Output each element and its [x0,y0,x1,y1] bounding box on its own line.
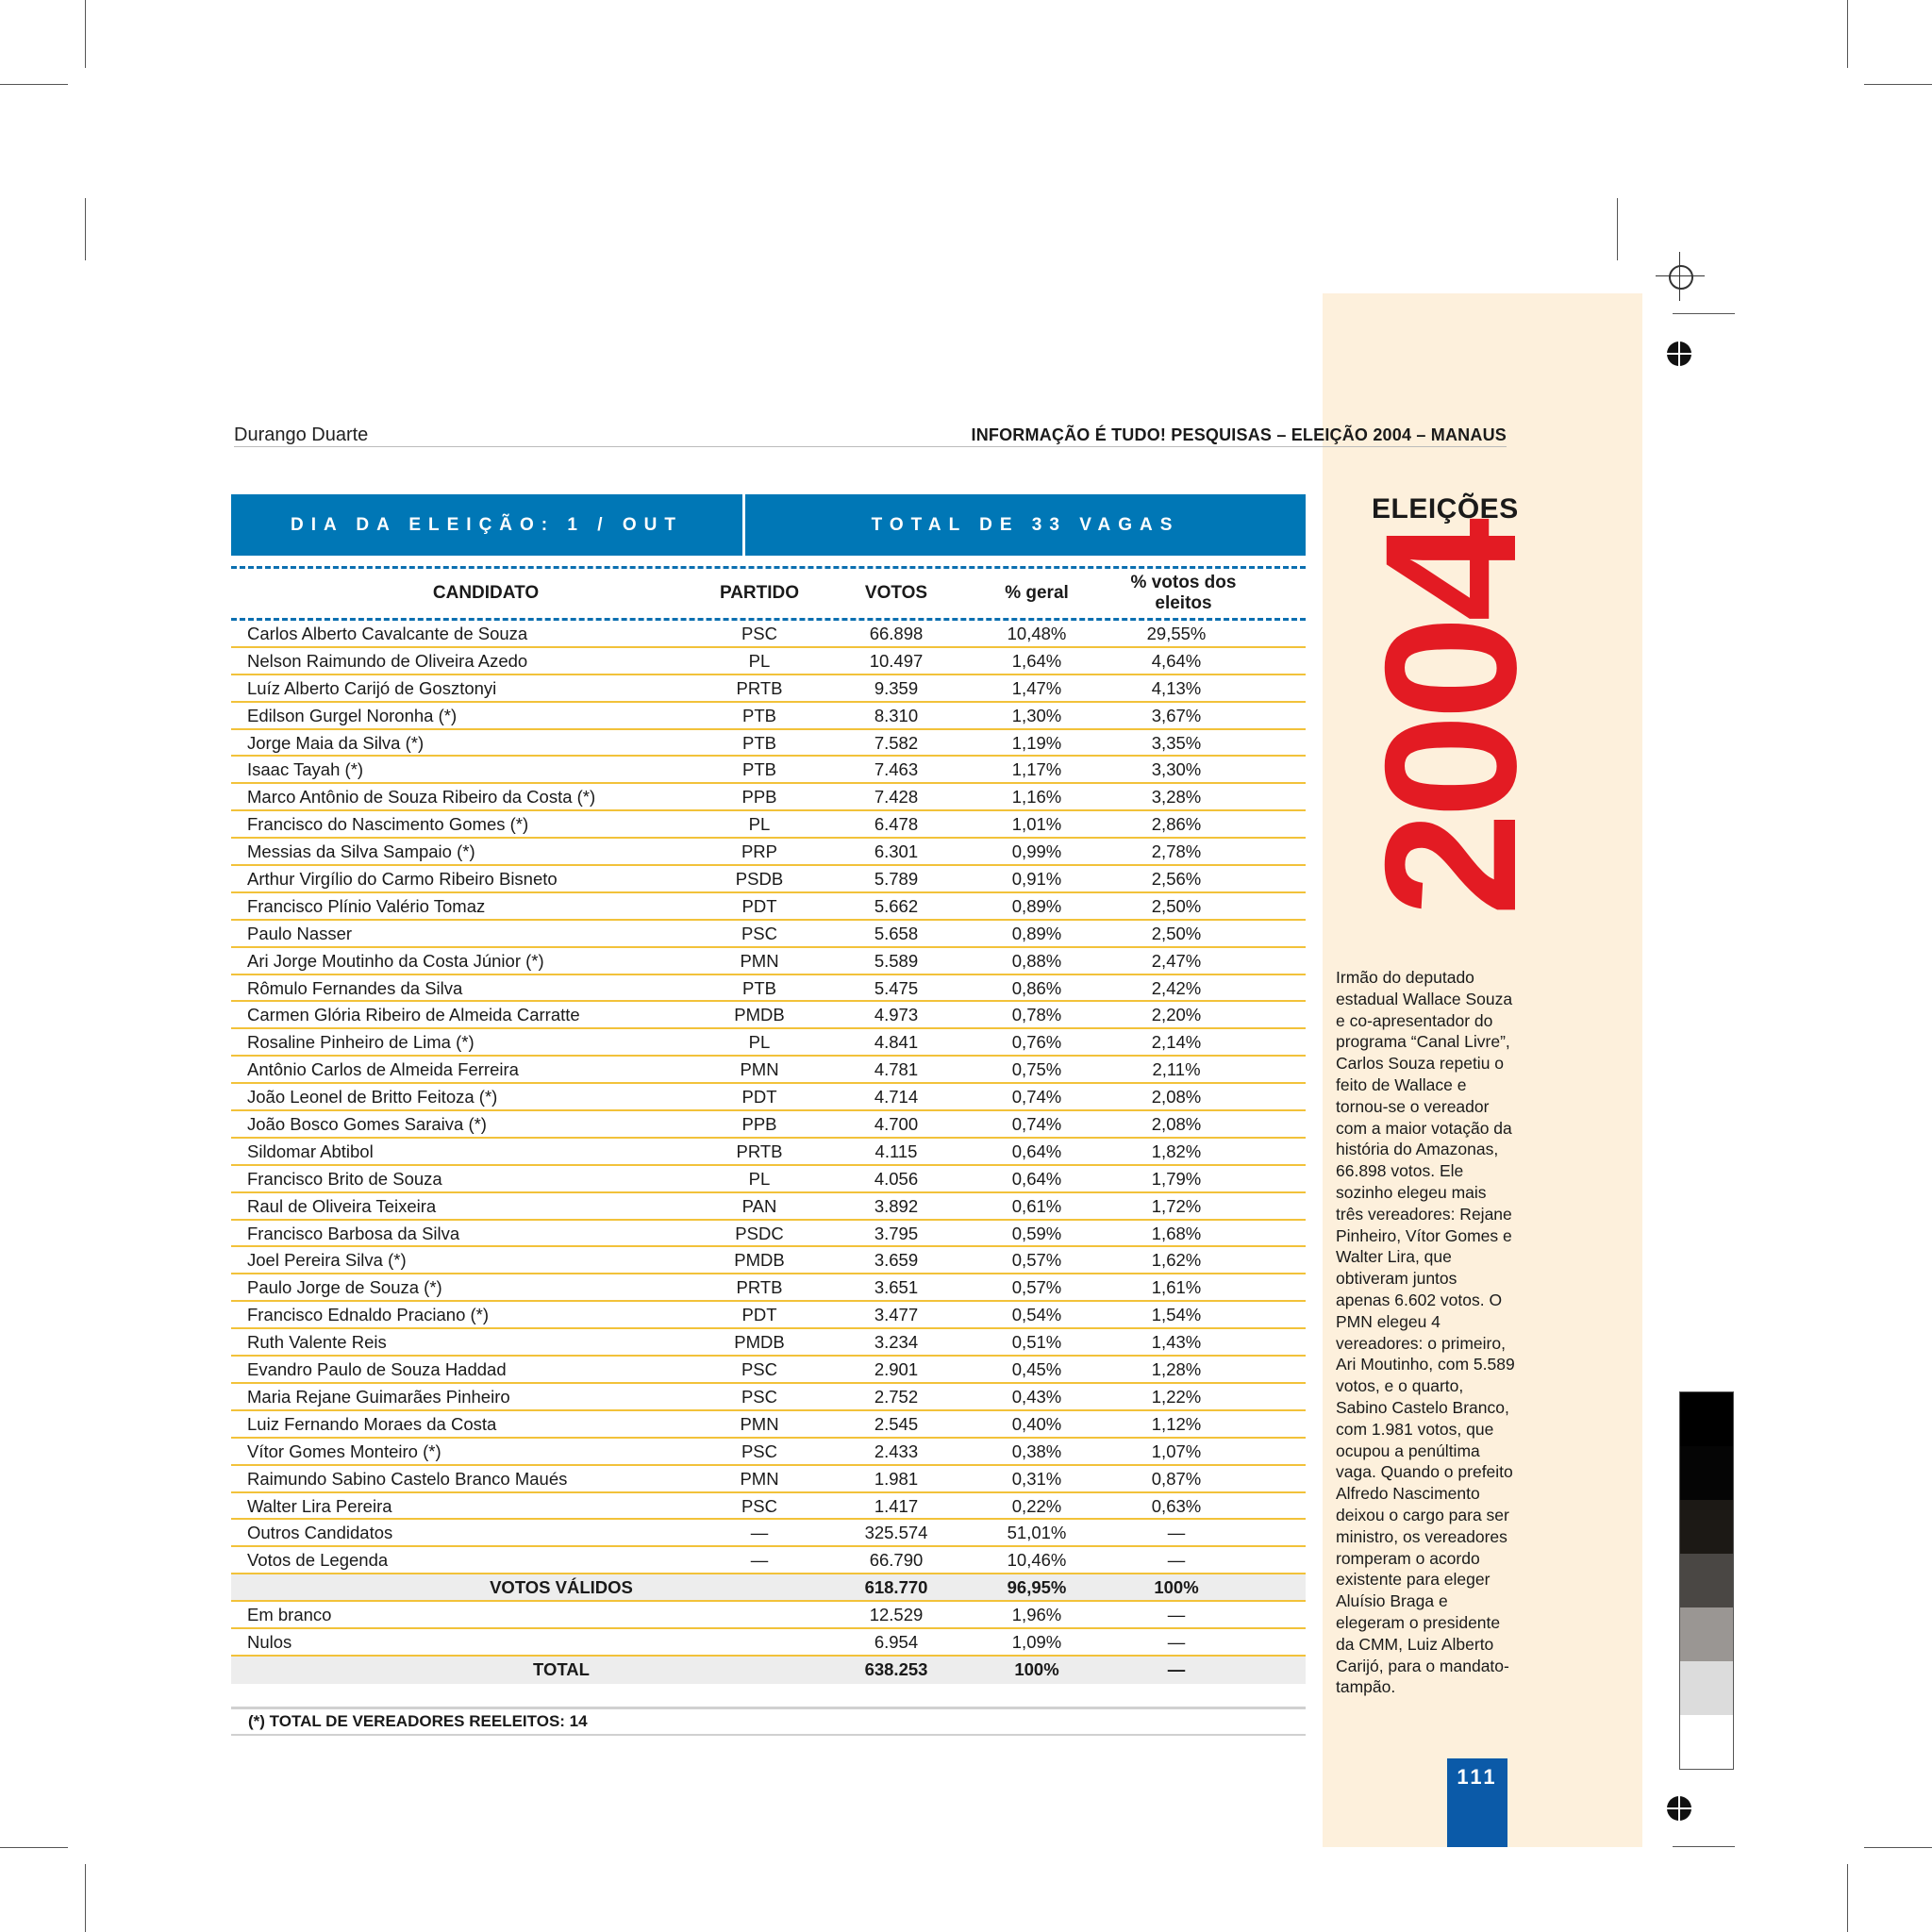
row-general-pct: 0,99% [1011,841,1062,862]
row-elected-pct: 1,68% [1151,1223,1202,1243]
row-elected-pct: 1,12% [1151,1413,1202,1434]
row-candidate: Rosaline Pinheiro de Lima (*) [247,1032,475,1053]
row-votes: 3.892 [874,1195,919,1216]
row-votes: 4.700 [874,1114,919,1135]
row-party: PDT [741,895,777,916]
row-votes: 7.428 [874,787,919,808]
table-row [231,893,1306,921]
row-general-pct: 0,89% [1011,923,1062,943]
row-party: PL [748,814,771,835]
row-party: PSC [741,1359,778,1380]
valid-votes-row [231,1574,1306,1602]
table-row [231,703,1306,730]
header-rule [234,446,1507,447]
crop-mark [85,198,86,260]
color-swatch [1680,1446,1733,1500]
row-elected-pct: 2,86% [1151,814,1202,835]
table-row [231,1329,1306,1357]
row-party: PL [748,1168,771,1189]
row-votes: 1.981 [874,1468,919,1489]
row-elected-pct: 0,63% [1151,1495,1202,1516]
sidebar-heading: ELEIÇÕES [1372,493,1519,525]
row-party: PTB [742,705,776,725]
row-general-pct: 0,86% [1011,977,1062,998]
row-votes: 1.417 [874,1495,919,1516]
row-votes: 5.589 [874,950,919,971]
row-elected-pct: 1,28% [1151,1359,1202,1380]
row-general-pct: 0,45% [1011,1359,1062,1380]
row-elected-pct: 2,56% [1151,869,1202,890]
table-body [231,621,1306,1574]
row-general-pct: 0,54% [1011,1305,1062,1325]
row-party: PSC [741,1495,778,1516]
table-row [231,811,1306,839]
row-party: PPB [741,1114,777,1135]
table-row [231,948,1306,975]
row-general-pct: 0,38% [1011,1441,1062,1461]
row-candidate: Walter Lira Pereira [247,1495,392,1516]
row-candidate: Edilson Gurgel Noronha (*) [247,705,458,725]
row-elected-pct: 1,79% [1151,1168,1202,1189]
row-votes: 2.433 [874,1441,919,1461]
row-general-pct: 0,78% [1011,1005,1062,1025]
color-bar [1679,1391,1734,1770]
row-general-pct: 1,17% [1011,759,1062,780]
row-candidate: Francisco Brito de Souza [247,1168,442,1189]
table-row [231,1111,1306,1139]
row-candidate: Evandro Paulo de Souza Haddad [247,1359,507,1380]
row-party: PSC [741,624,778,643]
crop-mark [1617,198,1618,260]
table-header [231,566,1306,621]
row-votes: 4.115 [874,1141,918,1161]
row-elected-pct: 4,64% [1151,650,1202,671]
row-party: PMN [740,950,779,971]
row-votes: 3.477 [874,1305,919,1325]
row-general-pct: 10,48% [1007,624,1067,643]
author-name: Durango Duarte [234,425,369,445]
row-label: TOTAL [533,1658,590,1679]
row-general-pct: 100% [1014,1658,1059,1679]
row-votes: 10.497 [869,650,924,671]
row-general-pct: 0,31% [1011,1468,1062,1489]
crop-mark [1847,1864,1848,1932]
row-candidate: Raul de Oliveira Teixeira [247,1195,437,1216]
row-votes: 4.781 [874,1059,919,1080]
row-general-pct: 1,16% [1011,787,1062,808]
row-general-pct: 0,64% [1011,1168,1062,1189]
row-party: PL [748,1032,771,1053]
row-votes: 2.901 [874,1359,919,1380]
publication-title: INFORMAÇÃO É TUDO! PESQUISAS – ELEIÇÃO 2004 – MANAUS [971,425,1507,444]
row-candidate: Outros Candidatos [247,1523,393,1543]
row-votes: 3.234 [874,1332,919,1353]
row-candidate: Jorge Maia da Silva (*) [247,732,425,753]
row-elected-pct: 2,47% [1151,950,1202,971]
blank-votes-row [231,1602,1306,1629]
row-general-pct: 0,43% [1011,1386,1062,1407]
row-votes: 5.662 [874,895,919,916]
table-row [231,1384,1306,1411]
row-general-pct: 1,19% [1011,732,1062,753]
row-votes: 5.475 [874,977,919,998]
row-candidate: Votos de Legenda [247,1550,389,1571]
row-elected-pct: 1,54% [1151,1305,1202,1325]
row-party: PMN [740,1059,779,1080]
row-candidate: Rômulo Fernandes da Silva [247,977,463,998]
row-elected-pct: 2,50% [1151,923,1202,943]
row-candidate: Carmen Glória Ribeiro de Almeida Carratte [247,1005,580,1025]
table-row [231,784,1306,811]
crop-mark [1673,1846,1735,1847]
row-candidate: Francisco Plínio Valério Tomaz [247,895,486,916]
row-elected-pct: 1,43% [1151,1332,1202,1353]
column-header-general-pct: % geral [1005,583,1069,603]
results-table [231,566,1306,1684]
row-elected-pct: 3,67% [1151,705,1202,725]
table-row [231,1057,1306,1084]
table-row [231,1357,1306,1384]
row-party: PL [748,650,771,671]
row-elected-pct: 3,28% [1151,787,1202,808]
sidebar-year [1346,523,1555,917]
row-elected-pct: — [1167,1550,1186,1571]
row-votes: 6.301 [874,841,919,862]
row-elected-pct: — [1167,1605,1186,1625]
row-party: PDT [741,1305,777,1325]
table-row [231,757,1306,784]
row-elected-pct: — [1167,1658,1186,1679]
table-row [231,1302,1306,1329]
row-party: PTB [742,732,776,753]
row-candidate: Ruth Valente Reis [247,1332,387,1353]
row-general-pct: 1,01% [1011,814,1062,835]
row-party: PSC [741,1386,778,1407]
row-general-pct: 0,89% [1011,895,1062,916]
row-general-pct: 0,64% [1011,1141,1062,1161]
row-party: PTB [742,977,776,998]
table-row [231,1439,1306,1466]
row-candidate: João Leonel de Britto Feitoza (*) [247,1087,498,1108]
row-general-pct: 1,30% [1011,705,1062,725]
row-elected-pct: 1,82% [1151,1141,1202,1161]
row-elected-pct: 1,22% [1151,1386,1202,1407]
column-header-votes: VOTOS [864,583,928,603]
row-party: — [750,1523,769,1543]
row-votes: 4.973 [874,1005,919,1025]
row-party: PRP [741,841,778,862]
table-row [231,1493,1306,1521]
registration-dot [1667,1796,1691,1821]
row-party: — [750,1550,769,1571]
row-candidate: Nelson Raimundo de Oliveira Azedo [247,650,528,671]
table-row [231,1520,1306,1547]
row-general-pct: 0,51% [1011,1332,1062,1353]
row-general-pct: 1,64% [1011,650,1062,671]
color-swatch [1680,1554,1733,1607]
row-votes: 638.253 [864,1658,928,1679]
row-general-pct: 96,95% [1007,1577,1067,1598]
table-row [231,1139,1306,1166]
row-label: Em branco [247,1605,332,1625]
row-candidate: Messias da Silva Sampaio (*) [247,841,475,862]
row-elected-pct: 2,14% [1151,1032,1202,1053]
row-party: PRTB [736,1141,783,1161]
crop-mark [0,1847,68,1848]
row-general-pct: 0,74% [1011,1114,1062,1135]
row-party: PDT [741,1087,777,1108]
crop-mark [0,84,68,85]
table-row [231,1547,1306,1574]
color-swatch [1680,1661,1733,1715]
row-general-pct: 0,74% [1011,1087,1062,1108]
row-party: PRTB [736,677,783,698]
row-elected-pct: 2,50% [1151,895,1202,916]
row-candidate: Carlos Alberto Cavalcante de Souza [247,624,528,643]
election-date-banner: DIA DA ELEIÇÃO: 1 / OUT [231,494,742,556]
row-general-pct: 0,76% [1011,1032,1062,1053]
row-votes: 2.545 [874,1413,919,1434]
row-label: VOTOS VÁLIDOS [490,1577,633,1598]
row-votes: 4.056 [874,1168,919,1189]
row-party: PAN [741,1195,777,1216]
table-row [231,866,1306,893]
row-elected-pct: — [1167,1523,1186,1543]
table-row [231,1193,1306,1221]
row-candidate: Luíz Alberto Carijó de Gosztonyi [247,677,497,698]
table-row [231,1221,1306,1248]
row-votes: 2.752 [874,1386,919,1407]
table-row [231,1274,1306,1302]
row-party: PPB [741,787,777,808]
row-general-pct: 0,57% [1011,1277,1062,1298]
row-elected-pct: 2,42% [1151,977,1202,998]
color-swatch [1680,1607,1733,1661]
row-general-pct: 1,96% [1011,1605,1062,1625]
row-votes: 5.789 [874,869,919,890]
row-votes: 325.574 [864,1523,928,1543]
row-party: PSC [741,923,778,943]
footnote-rule [231,1734,1306,1736]
row-votes: 7.463 [874,759,919,780]
row-party: PMN [740,1468,779,1489]
row-candidate: Antônio Carlos de Almeida Ferreira [247,1059,519,1080]
row-party: PSDC [735,1223,784,1243]
column-header-party: PARTIDO [719,583,800,603]
crop-mark [1847,0,1848,68]
table-row [231,975,1306,1003]
row-general-pct: 1,47% [1011,677,1062,698]
row-candidate: Ari Jorge Moutinho da Costa Júnior (*) [247,950,544,971]
row-votes: 3.659 [874,1250,919,1271]
row-party: PMDB [734,1332,785,1353]
color-swatch [1680,1392,1733,1446]
row-candidate: Paulo Jorge de Souza (*) [247,1277,442,1298]
row-votes: 4.841 [874,1032,919,1053]
table-row [231,1029,1306,1057]
table-row [231,1466,1306,1493]
row-elected-pct: 2,08% [1151,1114,1202,1135]
row-general-pct: 0,61% [1011,1195,1062,1216]
table-row [231,675,1306,703]
row-votes: 66.898 [869,624,924,643]
row-votes: 8.310 [874,705,919,725]
row-party: PSDB [735,869,784,890]
row-elected-pct: 1,07% [1151,1441,1202,1461]
color-swatch [1680,1715,1733,1769]
row-elected-pct: 29,55% [1146,624,1207,643]
row-candidate: Francisco do Nascimento Gomes (*) [247,814,529,835]
row-candidate: Vítor Gomes Monteiro (*) [247,1441,441,1461]
row-candidate: Joel Pereira Silva (*) [247,1250,407,1271]
row-votes: 618.770 [864,1577,928,1598]
row-candidate: Raimundo Sabino Castelo Branco Maués [247,1468,568,1489]
row-party: PMDB [734,1005,785,1025]
row-candidate: Francisco Ednaldo Praciano (*) [247,1305,490,1325]
row-general-pct: 0,91% [1011,869,1062,890]
row-candidate: Luiz Fernando Moraes da Costa [247,1413,497,1434]
total-row [231,1657,1306,1684]
column-header-candidate: CANDIDATO [432,583,540,603]
row-elected-pct: 2,78% [1151,841,1202,862]
registration-dot [1667,341,1691,366]
row-elected-pct: 2,11% [1152,1059,1201,1080]
registration-mark [1661,258,1699,295]
page-number: 111 [1447,1758,1507,1847]
row-votes: 3.651 [874,1277,919,1298]
color-swatch [1680,1500,1733,1554]
row-elected-pct: 1,62% [1151,1250,1202,1271]
row-votes: 9.359 [874,677,919,698]
sidebar-text: Irmão do deputado estadual Wallace Souza e co-apresentador do programa “Canal Livre”, Carlos Souza repetiu o feito de Wallace e tornou-se o vereador com a maior votação da história do Amazonas, 66.898 votos. Ele sozinho elegeu mais três vereadores: Rejane Pinheiro, Vítor Gomes e Walter Lira, que obtiveram juntos apenas 6.602 votos. O PMN elegeu 4 vereadores: o primeiro, Ari Moutinho, com 5.589 votos, e o quarto, Sabino Castelo Branco, com 1.981 votos, que ocupou a penúltima vaga. Quando o prefeito Alfredo Nascimento deixou o cargo para ser ministro, os vereadores romperam o acordo existente para eleger Aluísio Braga e elegeram o presidente da CMM, Luiz Alberto Carijó, para o mandato-tampão. [1336,968,1515,1697]
crop-mark [85,1864,86,1932]
row-general-pct: 0,22% [1011,1495,1062,1516]
row-votes: 12.529 [869,1605,924,1625]
row-elected-pct: 1,72% [1151,1195,1202,1216]
row-votes: 66.790 [869,1550,924,1571]
table-row [231,730,1306,758]
row-candidate: Marco Antônio de Souza Ribeiro da Costa (*) [247,787,596,808]
total-seats-banner: TOTAL DE 33 VAGAS [745,494,1306,556]
table-row [231,1084,1306,1111]
table-row [231,1411,1306,1439]
row-party: PMDB [734,1250,785,1271]
table-row [231,1166,1306,1193]
row-votes: 6.954 [874,1631,919,1652]
row-elected-pct: 1,61% [1151,1277,1202,1298]
row-general-pct: 0,40% [1011,1413,1062,1434]
null-votes-row [231,1629,1306,1657]
row-elected-pct: 100% [1154,1577,1199,1598]
row-votes: 5.658 [874,923,919,943]
row-general-pct: 0,59% [1011,1223,1062,1243]
crop-mark [1864,84,1932,85]
row-candidate: Sildomar Abtibol [247,1141,374,1161]
row-votes: 6.478 [874,814,919,835]
row-elected-pct: 4,13% [1151,677,1202,698]
crop-mark [1673,313,1735,314]
table-row [231,621,1306,648]
row-candidate: Arthur Virgílio do Carmo Ribeiro Bisneto [247,869,558,890]
table-row [231,648,1306,675]
row-candidate: Paulo Nasser [247,923,353,943]
row-elected-pct: 2,20% [1151,1005,1202,1025]
row-party: PSC [741,1441,778,1461]
column-header-elected-pct: % votos dos eleitos [1130,573,1237,613]
crop-mark [1864,1847,1932,1848]
row-elected-pct: 0,87% [1151,1468,1202,1489]
crop-mark [85,0,86,68]
row-general-pct: 0,88% [1011,950,1062,971]
row-candidate: Maria Rejane Guimarães Pinheiro [247,1386,510,1407]
row-general-pct: 0,57% [1011,1250,1062,1271]
table-row [231,921,1306,948]
row-candidate: Isaac Tayah (*) [247,759,364,780]
footnote: (*) TOTAL DE VEREADORES REELEITOS: 14 [248,1712,588,1730]
table-row [231,1002,1306,1029]
row-party: PRTB [736,1277,783,1298]
row-votes: 4.714 [874,1087,919,1108]
row-votes: 7.582 [874,732,919,753]
row-party: PMN [740,1413,779,1434]
row-votes: 3.795 [874,1223,919,1243]
row-candidate: João Bosco Gomes Saraiva (*) [247,1114,487,1135]
table-row [231,1247,1306,1274]
row-elected-pct: 3,30% [1151,759,1202,780]
row-elected-pct: — [1167,1631,1186,1652]
row-general-pct: 10,46% [1007,1550,1067,1571]
row-elected-pct: 3,35% [1151,732,1202,753]
year-text: 2004 [1346,523,1555,917]
row-general-pct: 1,09% [1011,1631,1062,1652]
row-party: PTB [742,759,776,780]
table-row [231,839,1306,866]
row-general-pct: 0,75% [1011,1059,1062,1080]
row-general-pct: 51,01% [1007,1523,1067,1543]
row-candidate: Francisco Barbosa da Silva [247,1223,460,1243]
row-elected-pct: 2,08% [1151,1087,1202,1108]
row-label: Nulos [247,1631,292,1652]
